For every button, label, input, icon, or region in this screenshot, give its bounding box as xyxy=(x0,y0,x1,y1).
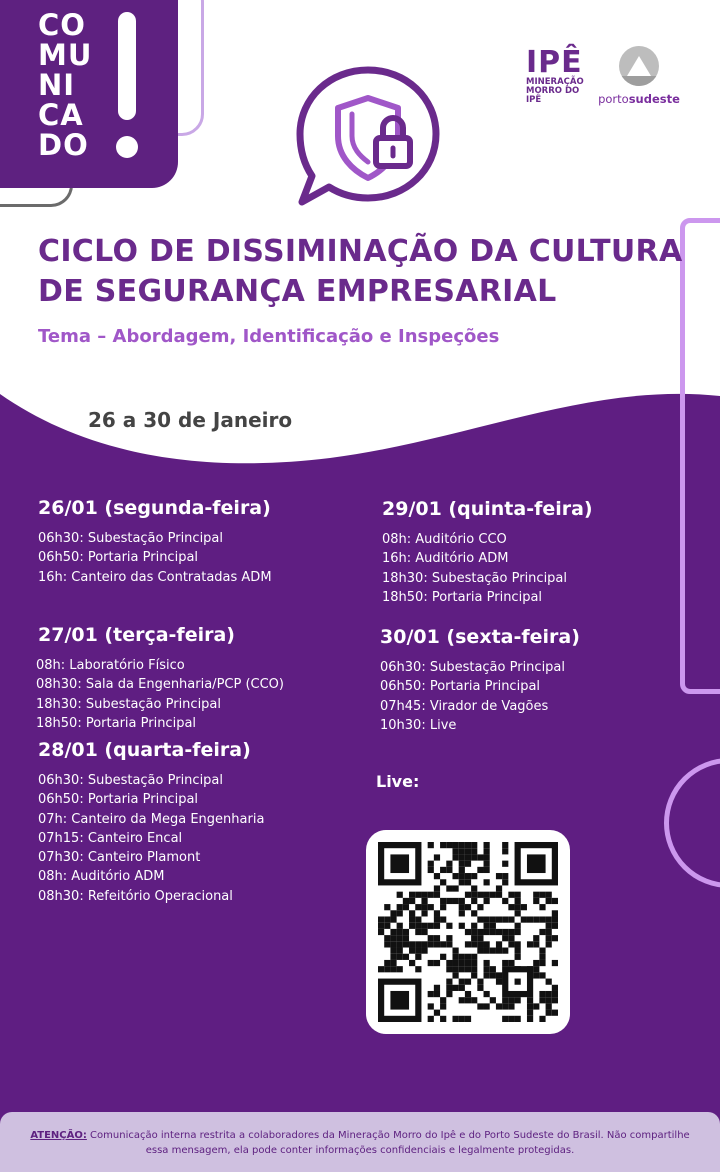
schedule-item: 18h30: Subestação Principal xyxy=(36,696,222,712)
day-title: 26/01 (segunda-feira) xyxy=(38,497,271,519)
schedule-item: 06h30: Subestação Principal xyxy=(38,531,224,546)
schedule-item: 07h45: Virador de Vagões xyxy=(380,698,549,714)
ipe-logo xyxy=(526,45,588,105)
qr-code-card[interactable] xyxy=(366,830,570,1034)
schedule-item: 08h: Auditório CCO xyxy=(382,532,507,547)
porto-sudeste-word xyxy=(594,92,684,106)
day-block xyxy=(382,498,593,607)
page-title xyxy=(38,232,698,312)
schedule-item: 16h: Canteiro das Contratadas ADM xyxy=(38,569,272,585)
ipe-logo-word: IPÊ xyxy=(526,45,583,80)
schedule-item: 08h: Laboratório Físico xyxy=(36,658,185,673)
badge-line: NI xyxy=(38,68,76,102)
schedule-item: 07h: Canteiro da Mega Engenharia xyxy=(38,811,265,827)
live-label: Live: xyxy=(376,772,420,791)
footer-notice xyxy=(24,1128,696,1158)
schedule-item: 07h30: Canteiro Plamont xyxy=(38,850,201,866)
exclamation-dot xyxy=(116,136,138,158)
date-range: 26 a 30 de Janeiro xyxy=(88,408,293,432)
day-block xyxy=(38,497,272,587)
exclamation-icon xyxy=(118,12,136,120)
schedule-item: 18h50: Portaria Principal xyxy=(36,715,197,731)
shield-lock-chat-icon xyxy=(294,64,442,208)
day-title: 28/01 (quarta-feira) xyxy=(38,739,251,761)
schedule-item: 08h30: Refeitório Operacional xyxy=(38,888,233,904)
day-block xyxy=(36,624,284,733)
porto-sudeste-logo xyxy=(594,46,684,106)
title-line-1: CICLO DE DISSIMINAÇÃO DA CULTURA xyxy=(38,234,683,269)
badge-line: MU xyxy=(38,38,93,72)
ipe-logo-line1: MINERAÇÃO xyxy=(526,77,584,87)
title-line-2: DE SEGURANÇA EMPRESARIAL xyxy=(38,274,557,309)
page-subtitle: Tema – Abordagem, Identificação e Inspeções xyxy=(38,326,500,347)
badge-line: CO xyxy=(38,8,86,42)
ipe-logo-line2: MORRO DO IPÊ xyxy=(526,86,580,105)
comunicado-word xyxy=(38,10,92,160)
schedule-item: 06h50: Portaria Principal xyxy=(38,792,199,808)
day-block xyxy=(380,626,580,735)
schedule-item: 10h30: Live xyxy=(380,717,457,733)
schedule-item: 16h: Auditório ADM xyxy=(382,551,509,567)
schedule-item: 06h30: Subestação Principal xyxy=(380,660,566,675)
schedule-item: 06h50: Portaria Principal xyxy=(380,679,541,695)
schedule-item: 18h50: Portaria Principal xyxy=(382,589,543,605)
day-title: 30/01 (sexta-feira) xyxy=(380,626,580,648)
badge-line: CA xyxy=(38,98,84,132)
schedule-item: 06h30: Subestação Principal xyxy=(38,773,224,788)
porto-sudeste-mark xyxy=(619,46,659,86)
footer-warning-label: ATENÇÃO: xyxy=(30,1130,87,1141)
day-title: 27/01 (terça-feira) xyxy=(38,624,235,646)
day-title: 29/01 (quinta-feira) xyxy=(382,498,593,520)
badge-line: DO xyxy=(38,128,89,162)
qr-code-icon[interactable] xyxy=(378,842,558,1022)
porto-word-part1: porto xyxy=(598,92,629,106)
schedule-item: 08h30: Sala da Engenharia/PCP (CCO) xyxy=(36,677,284,693)
day-block xyxy=(38,739,264,906)
schedule-item: 18h30: Subestação Principal xyxy=(382,570,568,586)
schedule-item: 08h: Auditório ADM xyxy=(38,869,165,885)
schedule-item: 07h15: Canteiro Encal xyxy=(38,830,183,846)
schedule-item: 06h50: Portaria Principal xyxy=(38,550,199,566)
porto-sudeste-mark-shape xyxy=(619,46,659,86)
porto-word-part2: sudeste xyxy=(628,92,680,106)
footer-warning-text: Comunicação interna restrita a colaboradores da Mineração Morro do Ipê e do Porto Sudeste do Brasil. Não compartilhe essa mensagem, ela pode conter informações confidenciais e legalmente protegidas. xyxy=(86,1130,690,1156)
